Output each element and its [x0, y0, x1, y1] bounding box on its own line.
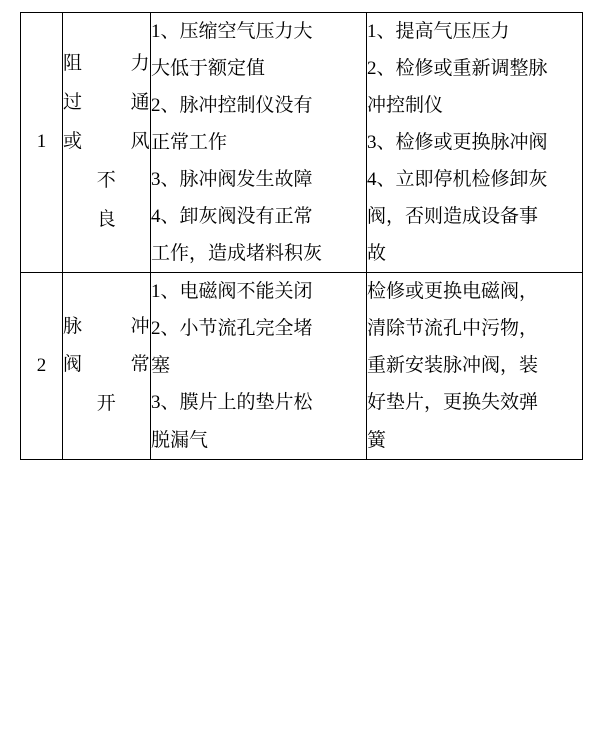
- table-row: [21, 273, 583, 459]
- fault-name-line: 不: [96, 170, 117, 192]
- fault-name-cell: [63, 13, 151, 273]
- cause-line: 2、脉冲控制仪没有: [151, 95, 313, 117]
- cause-line: 脱漏气: [151, 429, 209, 451]
- cause-line: 3、膜片上的垫片松: [151, 392, 313, 414]
- fault-name-cell: [63, 273, 151, 459]
- row-number-cell: [21, 13, 63, 273]
- fault-name-line: 脉 冲: [63, 315, 150, 337]
- fault-name-line: 过 通: [63, 92, 150, 114]
- remedy-line: 阀，否则造成设备事: [367, 206, 539, 228]
- cause-line: 1、电磁阀不能关闭: [151, 281, 313, 303]
- document-page: [0, 12, 613, 742]
- fault-remedy-cell: [367, 273, 583, 459]
- remedy-line: 检修或更换电磁阀，: [367, 281, 539, 303]
- remedy-line: 清除节流孔中污物，: [367, 318, 539, 340]
- fault-cause-cell: [151, 273, 367, 459]
- cause-line: 塞: [151, 355, 171, 377]
- table-row: [21, 13, 583, 273]
- cause-line: 4、卸灰阀没有正常: [151, 206, 313, 228]
- remedy-line: 故: [367, 243, 387, 265]
- cause-line: 工作，造成堵料积灰: [151, 243, 323, 265]
- remedy-line: 簧: [367, 429, 387, 451]
- remedy-line: 1、提高气压压力: [367, 21, 510, 42]
- fault-name-line: 良: [96, 209, 117, 231]
- fault-name-line: 阀 常: [63, 354, 150, 376]
- remedy-line: 2、检修或重新调整脉: [367, 58, 548, 80]
- remedy-line: 4、立即停机检修卸灰: [367, 169, 548, 191]
- cause-line: 正常工作: [151, 132, 228, 154]
- fault-name-line: 开: [96, 393, 117, 415]
- remedy-line: 好垫片，更换失效弹: [367, 392, 539, 414]
- fault-remedy-cell: [367, 13, 583, 273]
- cause-line: 2、小节流孔完全堵: [151, 318, 313, 340]
- remedy-line: 冲控制仪: [367, 95, 444, 117]
- remedy-line: 重新安装脉冲阀，装: [367, 355, 539, 377]
- fault-cause-cell: [151, 13, 367, 273]
- fault-troubleshooting-table: [20, 12, 583, 460]
- row-number-cell: [21, 273, 63, 459]
- fault-name-line: 阻 力: [63, 53, 150, 75]
- fault-name-line: 或 风: [63, 131, 150, 153]
- remedy-line: 3、检修或更换脉冲阀: [367, 132, 548, 154]
- row-number: 1: [36, 131, 47, 153]
- row-number: 2: [36, 354, 47, 376]
- cause-line: 1、压缩空气压力大: [151, 21, 313, 42]
- cause-line: 大低于额定值: [151, 58, 266, 80]
- cause-line: 3、脉冲阀发生故障: [151, 169, 313, 191]
